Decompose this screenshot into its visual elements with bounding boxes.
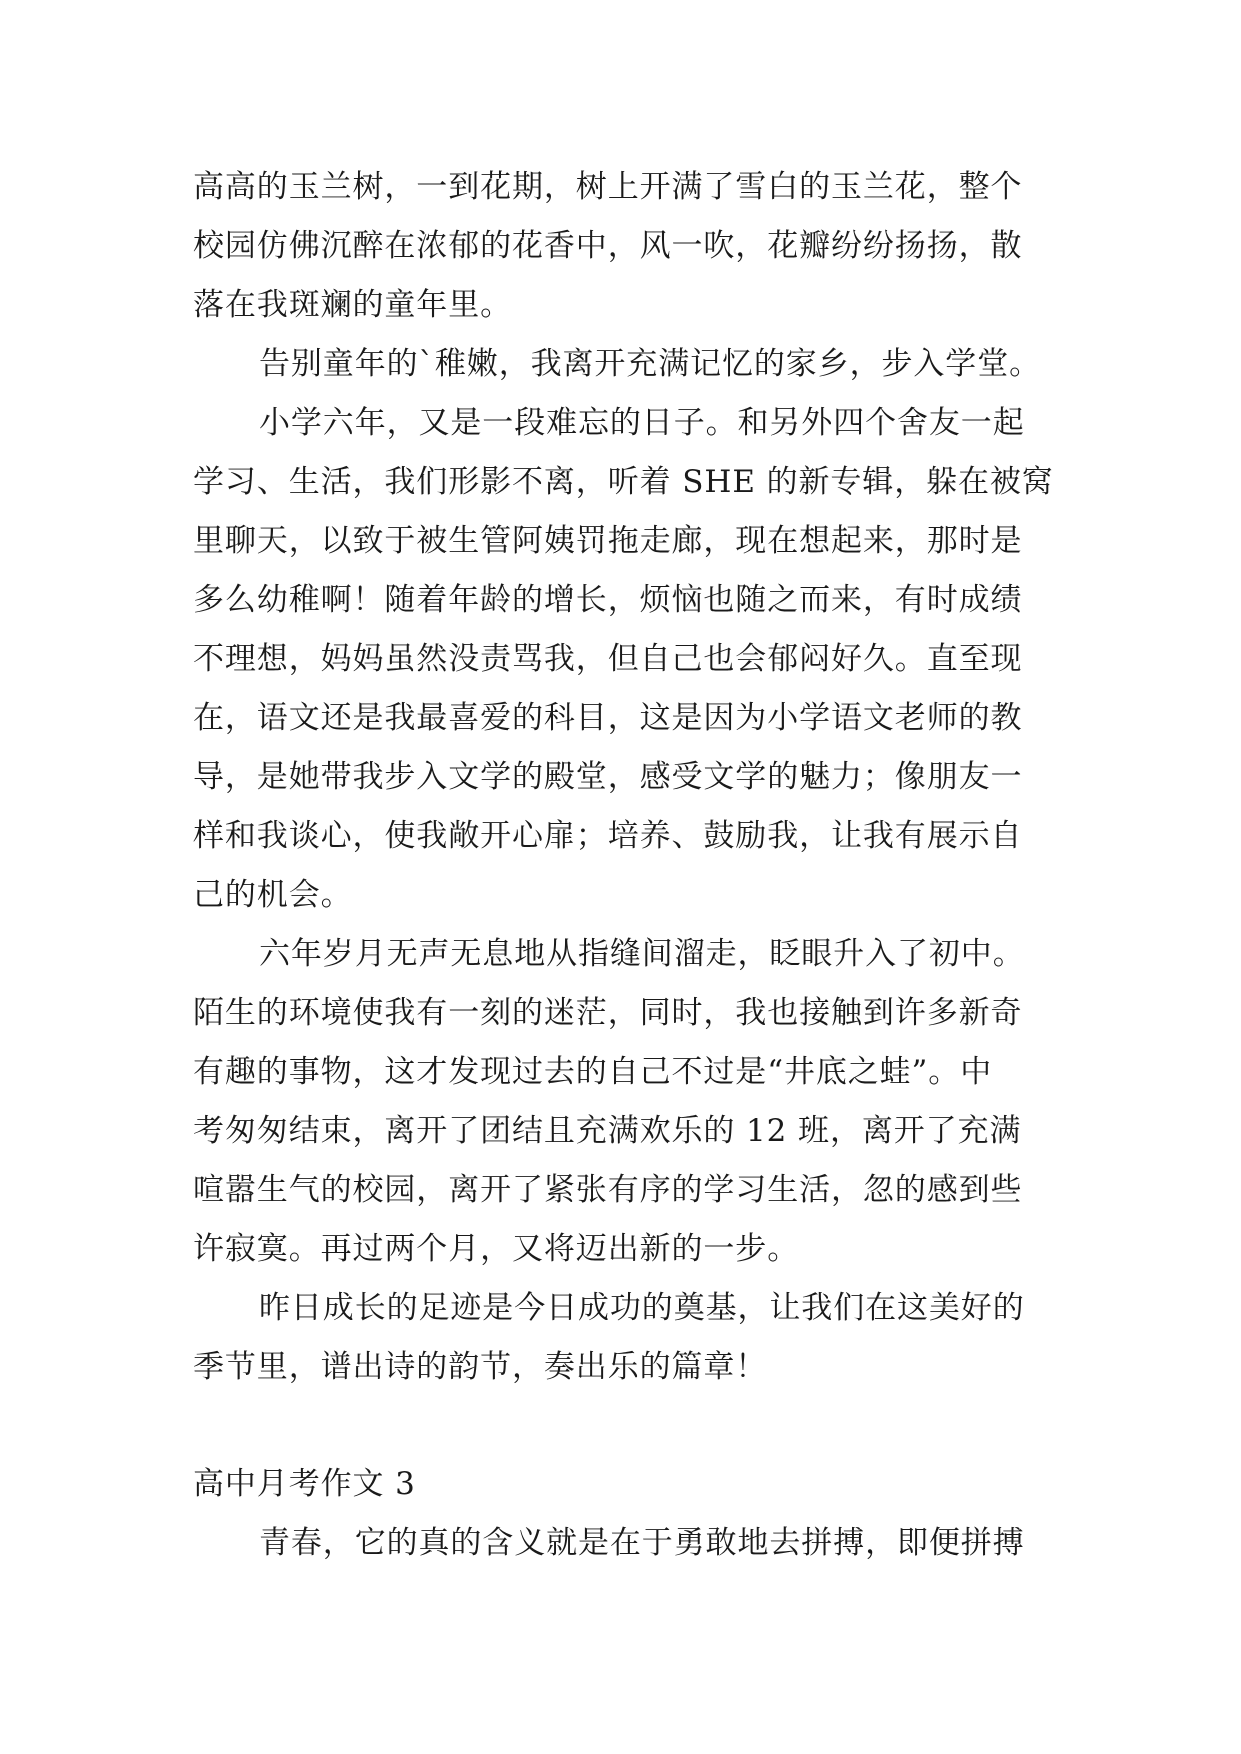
text-line: 校园仿佛沉醉在浓郁的花香中，风一吹，花瓣纷纷扬扬，散 bbox=[193, 228, 1023, 264]
text-line: 己的机会。 bbox=[193, 877, 353, 913]
text-line: 学习、生活，我们形影不离，听着 SHE 的新专辑，躲在被窝 bbox=[193, 464, 1054, 500]
text-line: 许寂寞。再过两个月，又将迈出新的一步。 bbox=[193, 1231, 800, 1267]
text-line: 里聊天，以致于被生管阿姨罚拖走廊，现在想起来，那时是 bbox=[193, 523, 1023, 559]
paragraph-start-line: 小学六年，又是一段难忘的日子。和另外四个舍友一起 bbox=[259, 405, 1025, 441]
text-line: 喧嚣生气的校园，离开了紧张有序的学习生活，忽的感到些 bbox=[193, 1172, 1023, 1208]
text-line: 落在我斑斓的童年里。 bbox=[193, 287, 512, 323]
paragraph-start-line: 昨日成长的足迹是今日成功的奠基，让我们在这美好的 bbox=[259, 1290, 1025, 1326]
text-line: 不理想，妈妈虽然没责骂我，但自己也会郁闷好久。直至现 bbox=[193, 641, 1023, 677]
paragraph-start-line: 六年岁月无声无息地从指缝间溜走，眨眼升入了初中。 bbox=[259, 936, 1025, 972]
paragraph-start-line: 告别童年的`稚嫩，我离开充满记忆的家乡，步入学堂。 bbox=[259, 346, 1041, 382]
text-line: 高高的玉兰树，一到花期，树上开满了雪白的玉兰花，整个 bbox=[193, 169, 1023, 205]
text-line: 考匆匆结束，离开了团结且充满欢乐的 12 班，离开了充满 bbox=[193, 1113, 1022, 1149]
text-line: 陌生的环境使我有一刻的迷茫，同时，我也接触到许多新奇 bbox=[193, 995, 1023, 1031]
text-line: 多么幼稚啊！随着年龄的增长，烦恼也随之而来，有时成绩 bbox=[193, 582, 1023, 618]
paragraph-start-line: 青春，它的真的含义就是在于勇敢地去拼搏，即便拼搏 bbox=[259, 1525, 1025, 1561]
text-line: 季节里，谱出诗的韵节，奏出乐的篇章！ bbox=[193, 1349, 768, 1385]
text-line: 有趣的事物，这才发现过去的自己不过是“井底之蛙”。中 bbox=[193, 1054, 993, 1090]
text-line: 在，语文还是我最喜爱的科目，这是因为小学语文老师的教 bbox=[193, 700, 1023, 736]
document-body bbox=[193, 158, 1053, 1573]
text-line: 样和我谈心，使我敞开心扉；培养、鼓励我，让我有展示自 bbox=[193, 818, 1023, 854]
text-line: 导，是她带我步入文学的殿堂，感受文学的魅力；像朋友一 bbox=[193, 759, 1023, 795]
essay-heading: 高中月考作文 3 bbox=[193, 1466, 416, 1502]
section-gap bbox=[193, 1397, 1053, 1455]
